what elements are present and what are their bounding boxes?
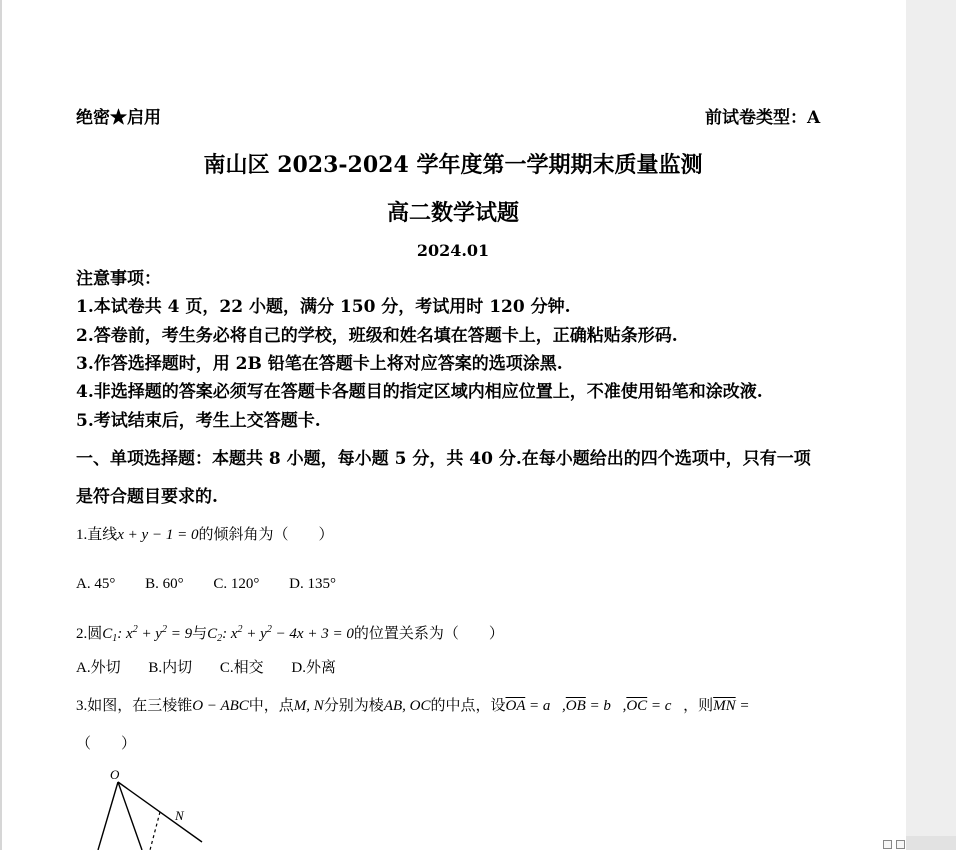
note-item: 3.作答选择题时，用 2B 铅笔在答题卡上将对应答案的选项涂黑. (76, 354, 563, 374)
edge-ob (118, 782, 142, 850)
exam-title: 南山区 2023-2024 学年度第一学期期末质量监测 (203, 152, 703, 178)
option-b: B.内切 (148, 660, 193, 676)
option-c: C.相交 (219, 660, 264, 676)
option-c: C. 120° (213, 576, 260, 592)
label-o: O (110, 767, 120, 782)
question-2-options (76, 658, 336, 678)
section-heading: 一、单项选择题：本题共 8 小题，每小题 5 分，共 40 分.在每小题给出的四个选项中，只有一项 (76, 449, 811, 469)
status-strip (906, 836, 956, 850)
question-3-answer: （ ） (76, 736, 137, 752)
view-button[interactable] (883, 840, 892, 849)
view-button-2[interactable] (896, 840, 905, 849)
scrollbar-gutter[interactable] (906, 0, 956, 850)
exam-date: 2024.01 (416, 241, 490, 260)
label-n: N (175, 808, 184, 823)
question-1: 1.直线x + y − 1 = 0的倾斜角为（ ） (76, 527, 334, 543)
note-item: 1.本试卷共 4 页，22 小题，满分 150 分，考试用时 120 分钟. (76, 297, 571, 317)
question-3: 3.如图，在三棱锥O − ABC中，点M, N分别为棱AB, OC的中点，设$\overline{OA}$ = $a⃗,\overline{OB}$ = $b⃗,\overline{OC}$ = c⃗，则$\overline{MN}$ = (76, 698, 750, 714)
question-1-options (76, 574, 336, 594)
confidential-label: 绝密★启用 (76, 108, 161, 128)
option-a: A.外切 (76, 660, 121, 676)
segment-mn (150, 812, 160, 850)
option-d: D. 135° (289, 576, 336, 592)
option-b: B. 60° (145, 576, 184, 592)
section-heading-cont: 是符合题目要求的. (76, 487, 218, 507)
notes-heading: 注意事项： (76, 269, 161, 289)
note-item: 5.考试结束后，考生上交答题卡. (76, 411, 321, 431)
exam-subtitle: 高二数学试题 (386, 200, 519, 226)
tetrahedron-figure (90, 760, 220, 850)
note-item: 4.非选择题的答案必须写在答题卡各题目的指定区域内相应位置上，不准使用铅笔和涂改液. (76, 382, 763, 402)
edge-oa (98, 782, 118, 850)
question-2: 2.圆$C_1$: $x^2 + y^2 = 9$与$C_2$: $x^2 + y^2 - 4x + 3 = 0$的位置关系为（ ） (76, 624, 504, 644)
note-item: 2.答卷前，考生务必将自己的学校，班级和姓名填在答题卡上，正确粘贴条形码. (76, 326, 678, 346)
page-left-edge (0, 0, 2, 850)
exam-type-label: 前试卷类型：A (705, 108, 821, 128)
option-d: D.外离 (291, 660, 336, 676)
option-a: A. 45° (76, 576, 116, 592)
